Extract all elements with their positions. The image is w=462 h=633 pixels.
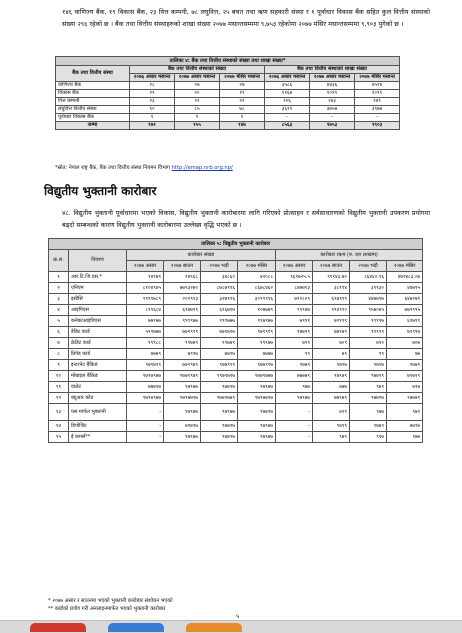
table-cell: ९७९	[350, 382, 387, 393]
table-cell: ३७५७	[310, 106, 355, 114]
row-label: आइपिएस	[69, 305, 127, 316]
table-cell: ७०९	[313, 338, 350, 349]
period-header: २०७७ असार	[127, 261, 164, 272]
table-cell: १०९९	[310, 90, 355, 98]
table-cell: ९६९७२५.५	[276, 272, 313, 283]
table-cell: ७७९९९५	[387, 305, 423, 316]
table-row	[49, 316, 423, 327]
table-cell: ७९९७	[164, 349, 201, 360]
table-cell: ७७९९९९	[164, 327, 201, 338]
table-row	[49, 327, 423, 338]
table-cell: १	[175, 114, 220, 122]
table-cell: ११६७	[265, 90, 310, 98]
period-header: २०७७ मंसिर	[387, 261, 423, 272]
table-cell: ९७९९९९	[238, 327, 276, 338]
table-cell: ७७९७९	[313, 327, 350, 338]
table-cell: ८४७७१३	[276, 283, 313, 294]
table-cell: ९९७९७९७	[201, 371, 238, 382]
table-cell: १७१	[130, 122, 175, 130]
table-cell: ९९७	[350, 432, 387, 443]
table-cell: ७९७९९	[387, 371, 423, 382]
table-cell: ९९९४७	[276, 305, 313, 316]
table-cell: ९७५३	[310, 122, 355, 130]
table-cell: ६९६७१७	[201, 305, 238, 316]
table-cell: ९९०३	[355, 122, 400, 130]
table-cell: २०१९९३	[164, 294, 201, 305]
table-cell: ९७७९७७९	[201, 393, 238, 404]
table-caption: तालिका ४: बैंक तथा वित्तीय संस्थाको संख्या तथा शाखा संख्या*	[56, 57, 400, 66]
table-cell: ९९	[276, 349, 313, 360]
table-cell: -	[276, 421, 313, 432]
table-cell: ९७७९९	[350, 371, 387, 382]
table-cell: २७	[175, 82, 220, 90]
table-cell: ७७९७९	[313, 393, 350, 404]
row-label: क्रेडिट कार्ड	[69, 338, 127, 349]
row-label: डेबिट कार्ड	[69, 327, 127, 338]
table-cell: ४७२४८३.०७	[387, 272, 423, 283]
table-cell: २४९	[355, 98, 400, 106]
table-row	[49, 283, 423, 294]
table-cell: ९७७९९७	[238, 360, 276, 371]
table-cell: ७०७	[387, 338, 423, 349]
table-cell: ९७९७७	[238, 421, 276, 432]
table-cell: ७९९९९	[313, 316, 350, 327]
serial-number: ९	[49, 360, 69, 371]
payments-notes	[48, 597, 173, 613]
table-cell: ४५२४	[355, 82, 400, 90]
table-cell: १	[220, 114, 265, 122]
table-cell: २३	[130, 98, 175, 106]
table-cell: ७९	[313, 349, 350, 360]
table-cell: ९७९७७	[164, 404, 201, 421]
table-row	[49, 349, 423, 360]
table-cell: ९७७९७	[201, 421, 238, 432]
table-cell: १४९७९	[127, 272, 164, 283]
table-cell: १०७७७९	[238, 305, 276, 316]
table-cell: -	[127, 432, 164, 443]
table-cell: ९७७९७	[201, 432, 238, 443]
table-cell: ६९७७९९	[164, 305, 201, 316]
column-group-header: कारोबार संख्या	[127, 250, 276, 261]
table-cell: ९९७७९	[164, 338, 201, 349]
table-cell: ९७७९७	[201, 382, 238, 393]
table-cell: ९९९४३.७०	[313, 272, 350, 283]
table-cell: ९९	[350, 349, 387, 360]
table-row	[56, 90, 400, 98]
table-row	[49, 404, 423, 421]
column-header: बैंक तथा वित्तीय संस्था	[56, 66, 130, 82]
table-cell: ९७९७९	[313, 371, 350, 382]
serial-number: ५	[49, 316, 69, 327]
table-cell: -	[127, 421, 164, 432]
period-header: २०७७ असार मसान्त	[310, 74, 355, 82]
row-label: कनेक्टआइपिएस	[69, 316, 127, 327]
table-cell: ९७७९९	[276, 327, 313, 338]
column-header: विवरण	[69, 250, 127, 272]
table-cell: ९९४९९०	[313, 305, 350, 316]
period-header: २०७६ असार मसान्त	[265, 74, 310, 82]
table-cell: ९७७९९७९	[164, 371, 201, 382]
table-row	[49, 360, 423, 371]
table-cell: ३८९९४	[313, 283, 350, 294]
table-cell: ७७७७९	[276, 371, 313, 382]
table-cell: ९७७	[350, 404, 387, 421]
table-cell: ७७९७७	[127, 316, 164, 327]
table-cell: ७९९९	[276, 316, 313, 327]
period-header: २०७७ साउन	[313, 261, 350, 272]
table-row	[49, 338, 423, 349]
page-number: ५	[236, 613, 240, 620]
note-text: *स्रोत: नेपाल राष्ट्र बैंक, बैंक तथा वित्तीय संस्था नियमन विभाग	[55, 165, 170, 171]
intro-paragraph: १४६ वाणिज्य बैंक, १९ विकास बैंक, २३ वित्त कम्पनी, ७८ लघुवित्त, २५ बचत तथा ऋण सहकारी संस्था र १ पूर्वाधार विकास बैंक सहित कुल वित्तीय संस्थाको संख्या २९६ रहेको छ । बैंक तथा वित्तीय संस्थाहरुको शाखा संख्या २०७७ मसान्तसम्ममा ९,७५३ रहेकोमा २०७७ मंसिर मसान्तसम्ममा ९,९०३ पुगेको छ ।	[62, 8, 430, 28]
table-cell: ८१०४९४५	[127, 283, 164, 294]
table-cell: ७७७७	[238, 349, 276, 360]
table-cell: ९७७	[387, 432, 423, 443]
table-cell: ९५७०४५	[350, 305, 387, 316]
row-label: लघुवित्त वित्तीय संस्था	[56, 106, 130, 114]
taskbar-app-button[interactable]	[30, 623, 86, 632]
row-label: पस मार्फत भुक्तानी	[69, 404, 127, 421]
table-cell: ९७९७९७७	[127, 371, 164, 382]
table-cell: २२	[220, 98, 265, 106]
table-row	[49, 421, 423, 432]
table-cell: -	[127, 404, 164, 421]
table-cell: १५५	[175, 122, 220, 130]
table-cell: -	[310, 114, 355, 122]
row-label: वालेट	[69, 382, 127, 393]
table-cell: ९०	[130, 106, 175, 114]
table-cell: २९	[130, 90, 175, 98]
table-cell: ८६४६२.९६	[350, 272, 387, 283]
serial-number: ७	[49, 338, 69, 349]
table-row	[49, 393, 423, 404]
source-link[interactable]: http://emap.nrb.org.np/	[171, 165, 233, 171]
period-header: २०७७ मंसिर	[238, 261, 276, 272]
table-cell: २०६	[265, 98, 310, 106]
table-cell: ४४३६	[310, 82, 355, 90]
serial-number: १२	[49, 393, 69, 404]
table-cell: १	[130, 114, 175, 122]
serial-number: ३	[49, 294, 69, 305]
table-cell: ७७९७	[387, 421, 423, 432]
column-header: क्र.सं.	[49, 250, 69, 272]
serial-number: ६	[49, 327, 69, 338]
table-cell: ९९९९७	[350, 316, 387, 327]
row-label: एनिएम	[69, 283, 127, 294]
table-cell: ९९७७९	[201, 338, 238, 349]
column-group-header: बैंक तथा वित्तीय संस्थाको शाखा संख्या	[265, 66, 400, 74]
table-cell: ९९७९७७	[238, 316, 276, 327]
table-cell: ६९७९९	[387, 316, 423, 327]
table-cell: २४३	[310, 98, 355, 106]
table-cell: ९७७९	[387, 360, 423, 371]
table-row	[56, 98, 400, 106]
table-cell: ९७९७९७७	[127, 393, 164, 404]
table-total-row	[56, 122, 400, 130]
serial-number: १३	[49, 404, 69, 421]
table-cell: ९९९९७७	[164, 316, 201, 327]
taskbar-app-button[interactable]	[108, 623, 164, 632]
payments-table-body	[49, 272, 423, 443]
table-cell: ८९९६८४	[127, 305, 164, 316]
serial-number: १	[49, 272, 69, 283]
row-label: क्युआर कोड	[69, 393, 127, 404]
row-label: आर.टि.जि.एस.*	[69, 272, 127, 283]
table-cell: ७७७९७	[127, 382, 164, 393]
row-label: इसीसि	[69, 294, 127, 305]
table-cell: ९७९७७	[164, 432, 201, 443]
table-cell: ७७७९	[127, 349, 164, 360]
serial-number: २	[49, 283, 69, 294]
table-cell: ३९९३०	[350, 283, 387, 294]
table-cell: ४२०८८	[238, 272, 276, 283]
table-row	[56, 106, 400, 114]
period-header: २०७७ मंसिर मसान्त	[220, 74, 265, 82]
table-cell: २२	[175, 98, 220, 106]
taskbar-app-button[interactable]	[186, 623, 242, 632]
section-paragraph: ४८. विद्युतीय भुक्तानी पूर्वाधारमा भएको विकास, विद्युतीय भुक्तानी कारोबारमा लागि गरिएको प्रोत्साहन र सर्वसाधारणको विद्युतीय भुक्तानी उपकरण प्रयोगमा बढ्दो सम्बन्धको कारण विद्युतीय भुक्तानी कारोबारमा उल्लेख्य वृद्धि भएको छ ।	[62, 209, 430, 229]
table-cell: १४७	[220, 122, 265, 130]
table-cell: २८	[130, 82, 175, 90]
footnote: ** कार्डको प्रयोग गरी अनलाइनमार्फत भएको भुक्तानी कारोबार	[48, 606, 166, 612]
serial-number: १५	[49, 432, 69, 443]
table-cell: ७७	[387, 349, 423, 360]
table-cell: ९९९९७८९	[127, 294, 164, 305]
table-cell: २०	[175, 90, 220, 98]
table-cell: ७७९३२७०	[164, 283, 201, 294]
table-cell: ९७७९	[276, 360, 313, 371]
row-label: वाणिज्य बैंक	[56, 82, 130, 90]
row-label: ई कमर्स**	[69, 432, 127, 443]
period-header: २०७६ असार मसान्त	[130, 74, 175, 82]
footnote: * २०७७ असार र साउनमा भएको भुक्तानी कारोबार संशोधन भएको	[48, 598, 173, 604]
row-label: वित्त कम्पनी	[56, 98, 130, 106]
serial-number: ८	[49, 349, 69, 360]
table-cell: १०९९	[355, 90, 400, 98]
table-cell: ९९९९९	[350, 327, 387, 338]
table-cell: ३०९९९९६	[238, 294, 276, 305]
row-label: विकास बैंक	[56, 90, 130, 98]
table-cell: २४९६८	[164, 272, 201, 283]
table-cell: -	[355, 114, 400, 122]
table-cell: -	[276, 404, 313, 421]
table-cell: ९७९७७	[238, 382, 276, 393]
table-cell: ७९७	[387, 382, 423, 393]
table-row	[49, 272, 423, 283]
table-cell: १९	[220, 90, 265, 98]
table-cell: ९७९	[387, 404, 423, 421]
institutions-table-body	[56, 82, 400, 122]
period-header: २०७७ भदौ	[201, 261, 238, 272]
table-cell: ८५	[175, 106, 220, 114]
serial-number: १४	[49, 421, 69, 432]
table-row	[49, 305, 423, 316]
period-header: २०७७ असार मसान्त	[175, 74, 220, 82]
table-cell: ९७७९७	[350, 393, 387, 404]
table-cell: ९७९७७	[238, 432, 276, 443]
table-cell: ९७९७	[313, 360, 350, 371]
table-row	[56, 114, 400, 122]
table-cell: ५९९७७७	[127, 327, 164, 338]
row-label: पूर्वाधार विकास बैंक	[56, 114, 130, 122]
table-cell: ७९९	[276, 338, 313, 349]
period-header: २०७७ भदौ	[350, 261, 387, 272]
table-cell: ३४८६०	[201, 272, 238, 283]
table-cell: ९७९७७	[201, 404, 238, 421]
table-cell: ८७८७९९६	[201, 283, 238, 294]
table-cell: ९७७९	[350, 421, 387, 432]
table-cell: ८५६३	[265, 122, 310, 130]
serial-number: ११	[49, 382, 69, 393]
table-cell: ९७७७९	[387, 393, 423, 404]
table-row	[49, 432, 423, 443]
table-cell: -	[265, 114, 310, 122]
table-cell: ९९९८८	[127, 338, 164, 349]
table-cell: ७९२८०९	[276, 294, 313, 305]
table-cell: ९७९७७	[276, 393, 313, 404]
table-row	[49, 294, 423, 305]
table-cell: ७९९	[313, 404, 350, 421]
table-cell: ९७७९७	[238, 404, 276, 421]
table-cell: ९७९७	[350, 360, 387, 371]
table-cell: ९७९७७९७	[238, 393, 276, 404]
serial-number: १०	[49, 371, 69, 382]
table-cell: ९७९	[313, 432, 350, 443]
table-cell: ९७९७७	[164, 382, 201, 393]
table-cell: ९७९७९९	[127, 360, 164, 371]
table-cell: ९७९७७९७	[164, 393, 201, 404]
table-row	[56, 82, 400, 90]
table-cell: ३२७९९६	[201, 294, 238, 305]
institutions-table	[55, 56, 400, 130]
row-label: डिपोजिट	[69, 421, 127, 432]
taskbar	[0, 620, 462, 633]
table-cell: ३६२१	[265, 106, 310, 114]
table-cell: ४४७७९७	[350, 294, 387, 305]
row-label: प्रिपेड कार्ड	[69, 349, 127, 360]
table-cell: ७७७	[313, 382, 350, 393]
period-header: २०७७ साउन	[164, 261, 201, 272]
table-cell: ३९७७	[355, 106, 400, 114]
table-cell: ९७७९९९	[201, 360, 238, 371]
table-cell: ७७९७	[201, 349, 238, 360]
table-row	[49, 382, 423, 393]
table-cell: ६९७९९९	[313, 294, 350, 305]
section-heading: विद्युतीय भुक्तानी कारोबार	[44, 184, 157, 198]
table-cell: ७९७९७	[164, 421, 201, 432]
serial-number: ४	[49, 305, 69, 316]
table-cell: ९७७९७७७	[238, 371, 276, 382]
period-header: २०७७ असार	[276, 261, 313, 272]
column-group-header: कारोबार रकम (रु. दश लाखमा)	[276, 250, 423, 261]
payments-table	[48, 238, 423, 443]
table-cell: ८६७८४६२	[238, 283, 276, 294]
table-cell: ७९०	[350, 338, 387, 349]
table-cell: ७८	[220, 106, 265, 114]
row-label: मोबाइल बैंकिङ	[69, 371, 127, 382]
table-cell: ७७९९७९	[164, 360, 201, 371]
table-cell: ६४७२७९	[387, 294, 423, 305]
table-caption: तालिका ५: विद्युतीय भुक्तानी कारोबार	[49, 239, 423, 250]
table-cell: ७७९७९७	[201, 327, 238, 338]
total-label: जम्मा	[56, 122, 130, 130]
period-header: २०७७ मंसिर मसान्त	[355, 74, 400, 82]
table-cell: ३५८६	[265, 82, 310, 90]
table-cell: ९९९७७७	[201, 316, 238, 327]
table-cell: ९९९७७	[238, 338, 276, 349]
table-cell: २७	[220, 82, 265, 90]
table-cell: -	[276, 432, 313, 443]
table-cell: ७९९९७	[387, 327, 423, 338]
table-row	[49, 371, 423, 382]
table-cell: ९७९९	[313, 421, 350, 432]
table-cell: ९७७	[276, 382, 313, 393]
table-cell: ४४७९५	[387, 283, 423, 294]
row-label: इन्टरनेट बैंकिङ	[69, 360, 127, 371]
column-group-header: बैंक तथा वित्तीय संस्थाको संख्या	[130, 66, 265, 74]
table-note	[55, 164, 233, 172]
